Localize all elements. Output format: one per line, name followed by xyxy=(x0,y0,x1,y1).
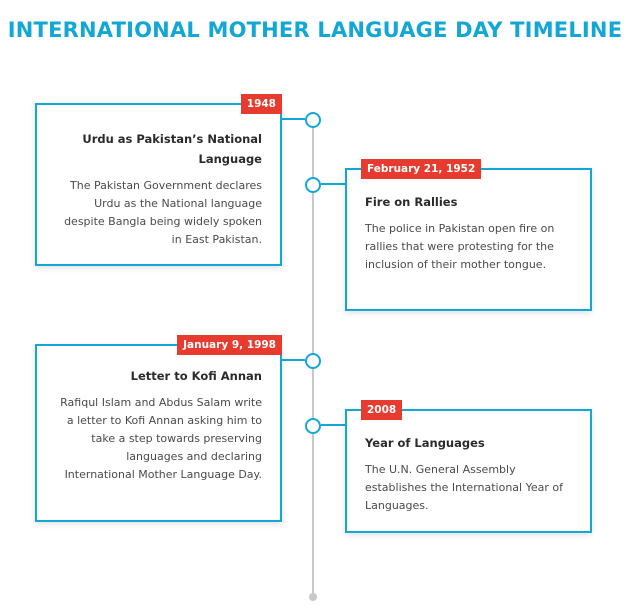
timeline-connector xyxy=(321,424,345,426)
timeline-axis-end xyxy=(309,593,317,601)
timeline-connector xyxy=(321,183,345,185)
timeline-connector xyxy=(281,359,305,361)
page-title: INTERNATIONAL MOTHER LANGUAGE DAY TIMELINE xyxy=(7,18,623,42)
event-heading: Urdu as Pakistan’s National Language xyxy=(82,132,262,166)
timeline-card xyxy=(345,163,592,311)
event-heading: Letter to Kofi Annan xyxy=(130,369,262,383)
timeline-card xyxy=(35,339,282,522)
event-description: The Pakistan Government declares Urdu as the National language despite Bangla being widely spoken in East Pakistan. xyxy=(64,179,262,246)
date-badge: January 9, 1998 xyxy=(177,335,282,355)
event-description: The U.N. General Assembly establishes the International Year of Languages. xyxy=(365,463,563,512)
timeline-card xyxy=(35,98,282,266)
event-heading: Year of Languages xyxy=(365,436,485,450)
event-heading: Fire on Rallies xyxy=(365,195,458,209)
timeline-node xyxy=(305,177,321,193)
date-badge: 1948 xyxy=(241,94,282,114)
timeline-connector xyxy=(281,118,305,120)
timeline-node xyxy=(305,353,321,369)
date-badge: 2008 xyxy=(361,400,402,420)
timeline-node xyxy=(305,112,321,128)
timeline-card xyxy=(345,404,592,533)
event-description: Rafiqul Islam and Abdus Salam write a letter to Kofi Annan asking him to take a step towards preserving languages and declaring International Mother Language Day. xyxy=(60,396,262,481)
timeline-node xyxy=(305,418,321,434)
event-description: The police in Pakistan open fire on rallies that were protesting for the inclusion of their mother tongue. xyxy=(365,222,555,271)
date-badge: February 21, 1952 xyxy=(361,159,481,179)
